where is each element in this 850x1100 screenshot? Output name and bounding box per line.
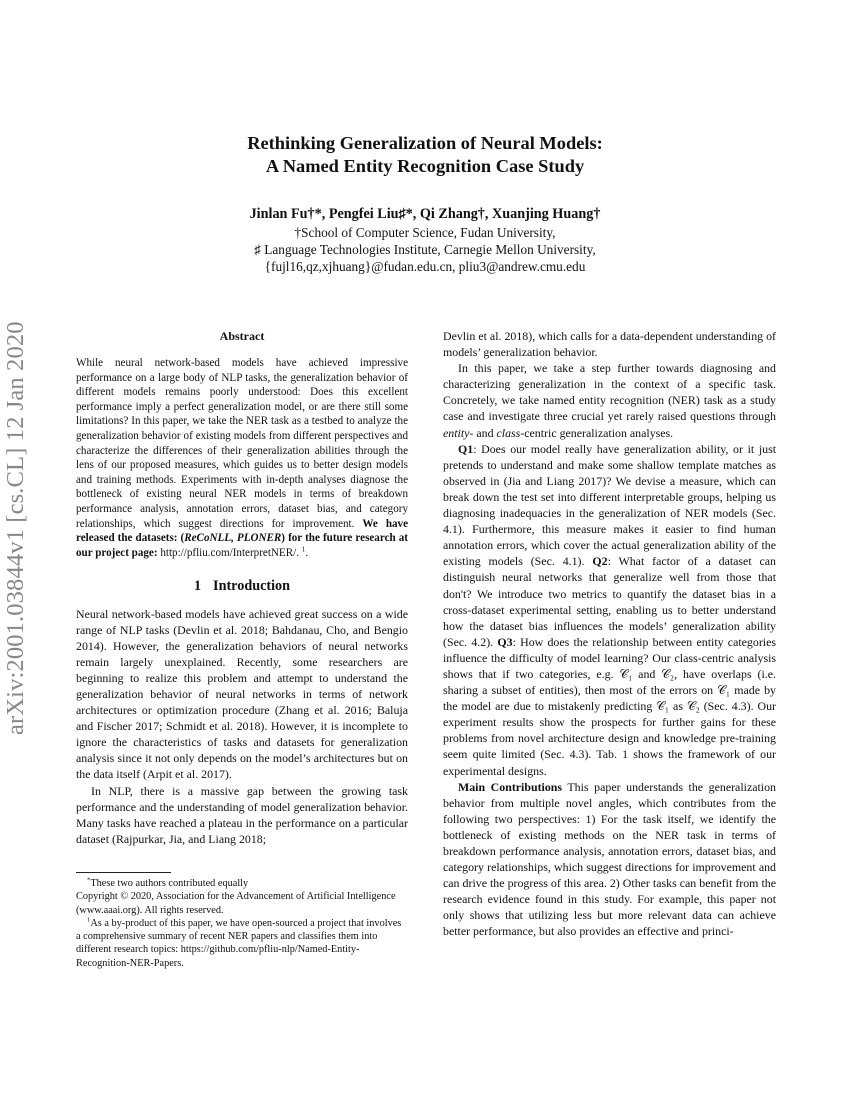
affiliation-fudan: †School of Computer Science, Fudan University, — [294, 225, 556, 240]
footnote-1-ref: 1 — [301, 545, 306, 554]
section-title-text: Introduction — [213, 578, 291, 595]
q2-label: Q2 — [592, 554, 608, 569]
q1-label: Q1 — [458, 441, 474, 456]
q3-label: Q3 — [497, 634, 513, 649]
section-number: 1 — [193, 578, 202, 595]
paragraph-questions: Q1: Does our model really have generalization ability, or it just pretends to understand and make some shallow template matches as observed in (Jia and Liang 2017)? We devise a measure, which can break down the test set into different interpretable groups, helping us diagnosing inadequacies in the generalization of NER models (Sec. 4.1). Furthermore, this measure makes it easier to find human annotation errors, which cover the actual generalization ability of the existing models (Sec. 4.1). Q2: What factor of a dataset can distinguish neural networks that generalize well from those that don't? We introduce two metrics to quantify the dataset bias in a cross-dataset experimental setting, enabling us to better understand how the dataset bias influences the models’ generalization ability (Sec. 4.2). Q3: How does the relationship between entity categories influence the difficulty of model learning? Our class-centric analysis shows that if two categories, e.g. 𝒞₁ and 𝒞₂, have overlaps (i.e. sharing a subset of entities), then most of the errors on 𝒞₁ made by the model are due to mistakenly predicting 𝒞₁ as 𝒞₂ (Sec. 4.3). Our experiment results show the prospects for further gains for these problems from novel architecture design and knowledge pre-training seem quite limited (Sec. 4.3). Tab. 1 shows the framework of our experimental designs. — [443, 441, 777, 778]
affiliation-cmu: ♯ Language Technologies Institute, Carnegie Mellon University, — [254, 242, 596, 257]
author-emails: {fujl16,qz,xjhuang}@fudan.edu.cn, pliu3@andrew.cmu.edu — [264, 259, 586, 274]
footnote-equal-contribution: *These two authors contributed equally — [87, 876, 249, 889]
project-page-link[interactable]: http://pfliu.com/InterpretNER/. — [157, 546, 302, 559]
category-c2: 𝒞₂ — [661, 666, 675, 681]
dataset-release-b: ) for the future research at our project page: — [76, 532, 408, 559]
abstract-text: While neural network-based models have achieved impressive performance on a large body of NLP tasks, the generalization behavior of different models remains poorly understood: Does this excellent performance imply a perfect generalization model, or are there still some limitations? In this paper, we take the NER task as a testbed to analyze the generalization behavior of existing models from different perspectives and characterize the differences of their generalization abilities through the lens of our proposed measures, which guides us to better design models and training methods. Experiments with in-depth analyses diagnose the bottleneck of existing neural NER models in terms of breakdown performance analysis, annotation errors, dataset bias, and category relationships, which suggest directions for improvement. — [76, 357, 408, 530]
paragraph-step-further: In this paper, we take a step further towards diagnosing and characterizing generalization in the context of a specific task. Concretely, we take named entity recognition (NER) task as a study case and investigate three crucial yet rarely raised questions through entity- and class-centric generalization analyses. — [443, 361, 776, 440]
title-line-1: Rethinking Generalization of Neural Models: — [247, 133, 603, 153]
continued-paragraph: Devlin et al. 2018), which calls for a data-dependent understanding of models’ generalization behavior. — [443, 329, 776, 360]
intro-paragraph-2: In NLP, there is a massive gap between the growing task performance and the understanding of model generalization behavior. Many tasks have reached a plateau in the performance on a particular dataset (Rajpurkar, Jia, and Liang 2018; — [76, 783, 408, 846]
category-c2: 𝒞₂ — [686, 699, 700, 714]
category-c1: 𝒞₁ — [717, 683, 731, 698]
category-c1: 𝒞₁ — [656, 699, 670, 714]
abstract-heading: Abstract — [219, 329, 265, 343]
footnote-1: $^1$As a by-product of this paper, we have open-sourced a project that involves a comprehensive summary of recent NER papers and classifies them into different research topics: https://github.com/pfliu-nlp/Named-Entity-Recognition-NER-Papers. — [76, 916, 402, 969]
category-c1: 𝒞₁ — [619, 666, 633, 681]
arxiv-identifier-stamp: arXiv:2001.03844v1 [cs.CL] 12 Jan 2020 — [2, 321, 29, 735]
introduction-heading — [76, 578, 408, 594]
author-names: Jinlan Fu†*, Pengfei Liu♯*, Qi Zhang†, Xuanjing Huang† — [249, 206, 601, 222]
footnote-rule — [76, 872, 171, 873]
author-block — [0, 206, 850, 275]
right-column — [443, 328, 776, 940]
footnotes — [76, 872, 408, 970]
title-line-2: A Named Entity Recognition Case Study — [265, 156, 585, 176]
main-contributions-label: Main Contributions — [458, 779, 563, 794]
abstract-body: While neural network-based models have achieved impressive performance on a large body of NLP tasks, the generalization behavior of different models remains poorly understood: Does this excellent performance imply a perfect generalization model, or are there still some limitations? In this paper, we take the NER task as a testbed to analyze the generalization behavior of existing models from different perspectives and characterize the differences of their generalization abilities through the lens of our proposed measures, which guides us to better design models and training methods. Experiments with in-depth analyses diagnose the bottleneck of existing neural NER models in terms of breakdown performance analysis, annotation errors, dataset bias, and category relationships, which suggest directions for improvement. We have released the datasets: (ReCoNLL, PLONER) for the future research at our project page: http://pfliu.com/InterpretNER/. $^1$. — [76, 357, 409, 559]
dataset-names: ReCoNLL, PLONER — [184, 532, 282, 545]
paper-title — [0, 132, 850, 178]
left-column — [76, 328, 408, 847]
dataset-release-a: We have released the datasets: ( — [76, 517, 409, 545]
intro-paragraph-1: Neural network-based models have achieved great success on a wide range of NLP tasks (Devlin et al. 2018; Bahdanau, Cho, and Bengio 2014). However, the generalization behaviors of neural networks remain largely unexplained. Recently, some researchers are beginning to realize this problem and attempt to understand the generalization behavior of neural networks in terms of network architectures or optimization procedure (Zhang et al. 2016; Baluja and Fischer 2017; Schmidt et al. 2018). However, it is incomplete to ignore the characteristics of tasks and datasets for generalization analysis since it not only depends on the model’s architectures but on the data itself (Arpit et al. 2017). — [76, 606, 408, 782]
copyright-notice: Copyright © 2020, Association for the Advancement of Artificial Intelligence (www.aaai.org). All rights reserved. — [76, 891, 396, 916]
paragraph-main-contributions: Main Contributions This paper understands the generalization behavior from multiple novel angles, which contributes from the following two perspectives: 1) For the task itself, we identify the bottleneck of existing methods on the NER task in terms of breakdown performance analysis, annotation errors, dataset bias, and category relationships, which suggest directions for improvement and can drive the progress of this area. 2) Other tasks can benefit from the research evidence found in this study. For example, this paper not only shows that utilizing less but more relevant data can achieve better performance, but also provides an effective and princi- — [443, 779, 776, 939]
